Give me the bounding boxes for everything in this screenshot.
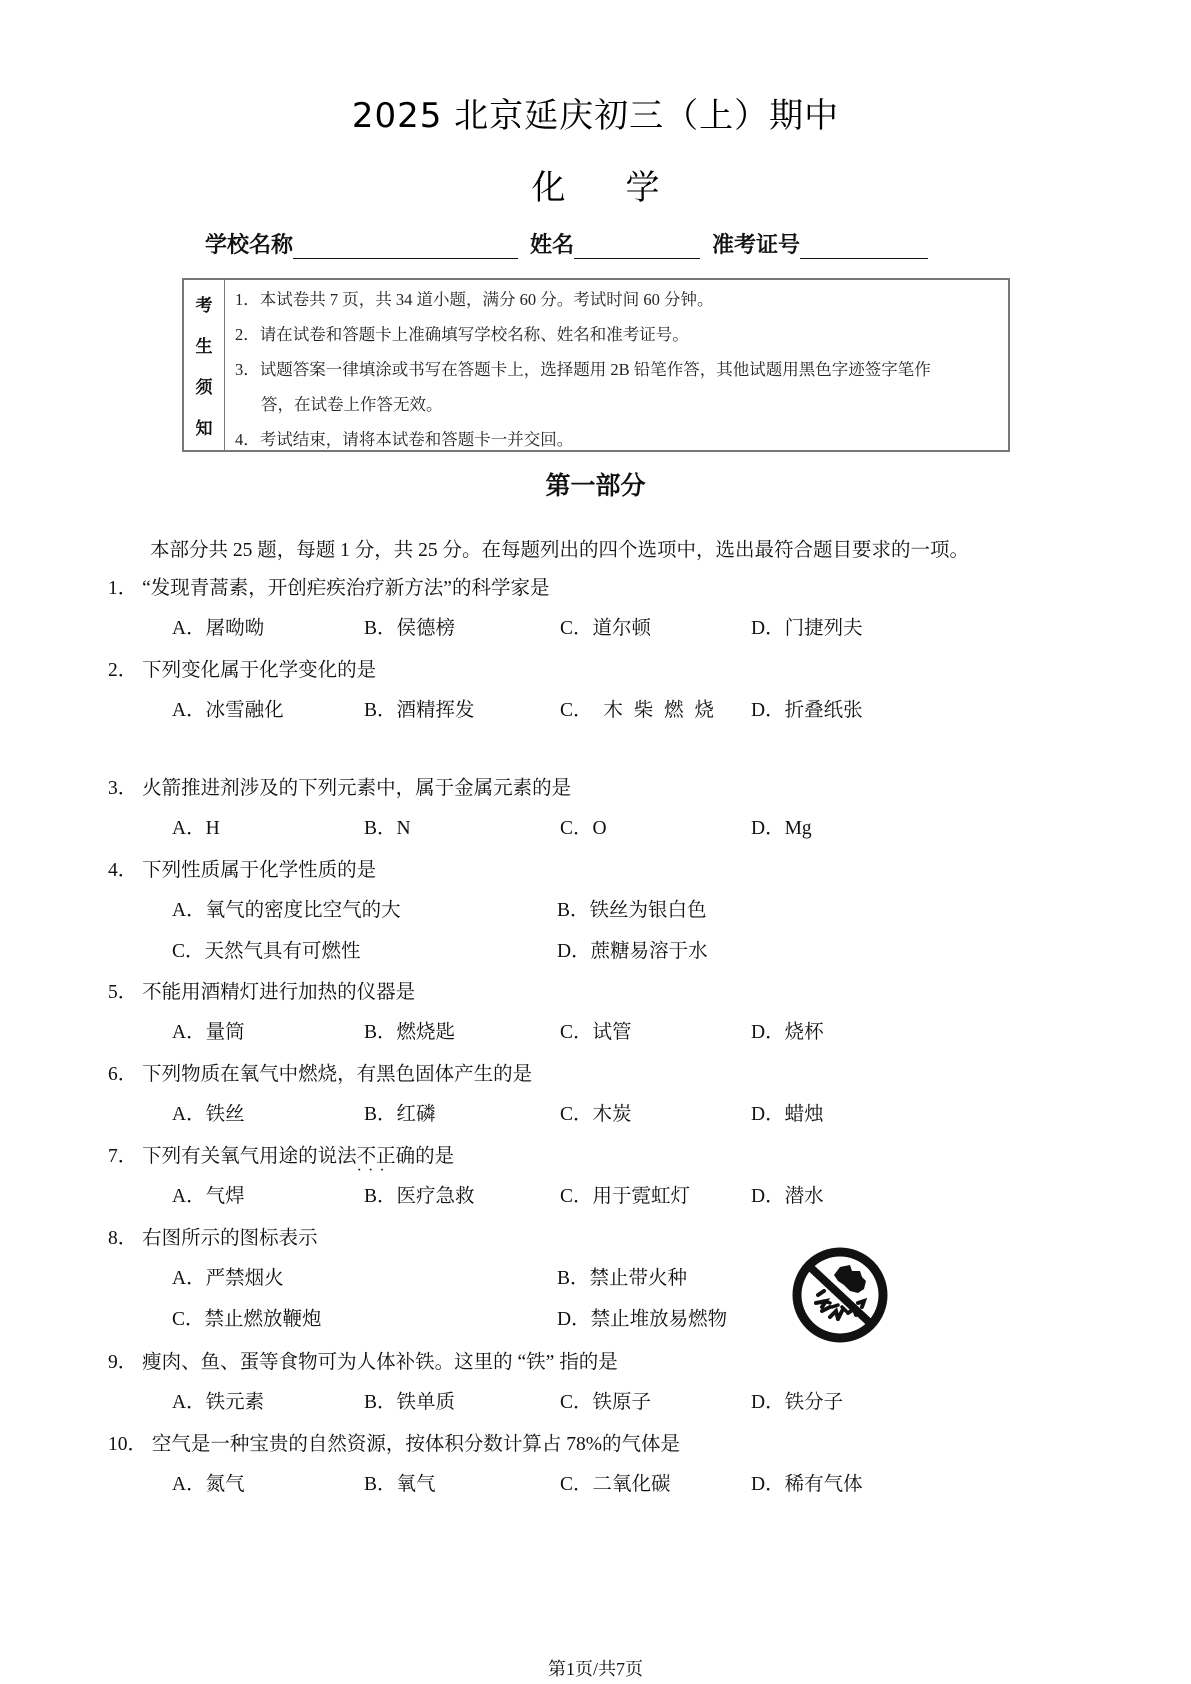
question-number: 10． — [108, 1434, 148, 1455]
notice-side-char: 考 — [195, 296, 213, 316]
question-8-stem — [108, 1222, 318, 1250]
q4-option-d[interactable]: D．蔗糖易溶于水 — [557, 941, 708, 962]
question-text: 不能用酒精灯进行加热的仪器是 — [142, 982, 416, 1003]
q6-option-a[interactable]: A．铁丝 — [172, 1104, 245, 1125]
q7-option-c[interactable]: C．用于霓虹灯 — [560, 1186, 691, 1207]
q4-option-c[interactable]: C．天然气具有可燃性 — [172, 941, 361, 962]
q3-option-b[interactable]: B．N — [364, 818, 411, 839]
question-6-stem — [108, 1058, 532, 1086]
no-firecrackers-sign-icon — [788, 1245, 892, 1345]
notice-side-char: 知 — [195, 419, 213, 439]
q6-option-d[interactable]: D．蜡烛 — [751, 1104, 824, 1125]
question-text: 火箭推进剂涉及的下列元素中，属于金属元素的是 — [142, 778, 572, 799]
q9-option-a[interactable]: A．铁元素 — [172, 1392, 265, 1413]
notice-item-continued: 答，在试卷上作答无效。 — [261, 395, 443, 414]
q8-option-b[interactable]: B．禁止带火种 — [557, 1268, 688, 1289]
q10-option-c[interactable]: C．二氧化碳 — [560, 1474, 671, 1495]
question-9-stem — [108, 1346, 618, 1374]
exam-notice-box — [182, 278, 1010, 452]
q8-option-a[interactable]: A．严禁烟火 — [172, 1268, 284, 1289]
question-number: 4． — [108, 860, 138, 881]
q5-option-d[interactable]: D．烧杯 — [751, 1022, 824, 1043]
q3-option-a[interactable]: A．H — [172, 818, 220, 839]
question-4-stem — [108, 854, 376, 882]
q10-option-a[interactable]: A．氮气 — [172, 1474, 245, 1495]
exam-id-label: 准考证号 — [712, 233, 801, 258]
q10-option-d[interactable]: D．稀有气体 — [751, 1474, 863, 1495]
q8-option-d[interactable]: D．禁止堆放易燃物 — [557, 1309, 728, 1330]
question-text: 瘦肉、鱼、蛋等食物可为人体补铁。这里的 “铁” 指的是 — [142, 1352, 618, 1373]
q1-option-c[interactable]: C．道尔顿 — [560, 618, 652, 639]
student-info-row — [205, 228, 940, 259]
school-name-label: 学校名称 — [205, 233, 294, 258]
q9-option-d[interactable]: D．铁分子 — [751, 1392, 844, 1413]
part-intro: 本部分共 25 题，每题 1 分，共 25 分。在每题列出的四个选项中，选出最符合题目要求的一项。 — [150, 540, 970, 561]
school-name-field[interactable] — [293, 232, 518, 259]
q1-option-a[interactable]: A．屠呦呦 — [172, 618, 265, 639]
question-number: 1． — [108, 578, 138, 599]
question-text: 右图所示的图标表示 — [142, 1228, 318, 1249]
q7-option-a[interactable]: A．气焊 — [172, 1186, 245, 1207]
question-text: 的是 — [415, 1146, 455, 1167]
question-text: “发现青蒿素，开创疟疾治疗新方法”的科学家是 — [142, 578, 550, 599]
question-text: 空气是一种宝贵的自然资源，按体积分数计算占 78%的气体是 — [151, 1434, 681, 1455]
notice-item: 3．试题答案一律填涂或书写在答题卡上，选择题用 2B 铅笔作答，其他试题用黑色字迹签字笔作 — [235, 360, 931, 379]
q2-option-d[interactable]: D．折叠纸张 — [751, 700, 863, 721]
notice-side-char: 须 — [195, 378, 213, 398]
notice-item: 4．考试结束，请将本试卷和答题卡一并交回。 — [235, 430, 574, 449]
subject-char: 学 — [625, 168, 660, 208]
q9-option-b[interactable]: B．铁单质 — [364, 1392, 456, 1413]
notice-side-char: 生 — [195, 337, 213, 357]
q7-option-d[interactable]: D．潜水 — [751, 1186, 824, 1207]
notice-items — [225, 280, 1008, 450]
question-3-stem — [108, 772, 571, 800]
question-number: 6． — [108, 1064, 138, 1085]
q6-option-b[interactable]: B．红磷 — [364, 1104, 436, 1125]
q2-option-b[interactable]: B．酒精挥发 — [364, 700, 475, 721]
question-text: 下列性质属于化学性质的是 — [142, 860, 377, 881]
part-title: 第一部分 — [545, 471, 646, 500]
question-text: 下列变化属于化学变化的是 — [142, 660, 377, 681]
q9-option-c[interactable]: C．铁原子 — [560, 1392, 652, 1413]
q3-option-d[interactable]: D．Mg — [751, 818, 812, 839]
q1-option-b[interactable]: B．侯德榜 — [364, 618, 456, 639]
question-10-stem — [108, 1428, 680, 1456]
student-name-field[interactable] — [574, 232, 700, 259]
q8-option-c[interactable]: C．禁止燃放鞭炮 — [172, 1309, 322, 1330]
question-text: 下列有关氧气用途的说法 — [142, 1146, 357, 1167]
exam-title: 2025 北京延庆初三（上）期中 — [351, 96, 840, 136]
q6-option-c[interactable]: C．木炭 — [560, 1104, 632, 1125]
q10-option-b[interactable]: B．氧气 — [364, 1474, 436, 1495]
q1-option-d[interactable]: D．门捷列夫 — [751, 618, 863, 639]
q2-option-a[interactable]: A．冰雪融化 — [172, 700, 284, 721]
exam-id-field[interactable] — [800, 232, 928, 259]
student-name-label: 姓名 — [530, 233, 575, 258]
notice-item: 1．本试卷共 7 页，共 34 道小题，满分 60 分。考试时间 60 分钟。 — [235, 290, 714, 309]
question-number: 7． — [108, 1146, 138, 1167]
q4-option-a[interactable]: A．氧气的密度比空气的大 — [172, 900, 401, 921]
q5-option-b[interactable]: B．燃烧匙 — [364, 1022, 456, 1043]
question-1-stem — [108, 572, 549, 600]
q3-option-c[interactable]: C．O — [560, 818, 607, 839]
q7-option-b[interactable]: B．医疗急救 — [364, 1186, 475, 1207]
question-5-stem — [108, 976, 415, 1004]
notice-item: 2．请在试卷和答题卡上准确填写学校名称、姓名和准考证号。 — [235, 325, 689, 344]
question-number: 9． — [108, 1352, 138, 1373]
question-number: 2． — [108, 660, 138, 681]
question-text: 下列物质在氧气中燃烧，有黑色固体产生的是 — [142, 1064, 533, 1085]
question-number: 8． — [108, 1228, 138, 1249]
subject-char: 化 — [531, 168, 566, 208]
notice-side-label — [184, 280, 225, 450]
emphasized-text: 不正确 · · · — [357, 1146, 416, 1167]
question-2-stem — [108, 654, 376, 682]
question-number: 5． — [108, 982, 138, 1003]
q2-option-c[interactable]: C． 木 柴 燃 烧 — [560, 700, 715, 721]
subject-title — [0, 160, 1191, 209]
q4-option-b[interactable]: B．铁丝为银白色 — [557, 900, 707, 921]
question-7-stem — [108, 1140, 454, 1168]
page-number: 第1页/共7页 — [547, 1659, 643, 1679]
q5-option-a[interactable]: A．量筒 — [172, 1022, 245, 1043]
q5-option-c[interactable]: C．试管 — [560, 1022, 632, 1043]
question-number: 3． — [108, 778, 138, 799]
